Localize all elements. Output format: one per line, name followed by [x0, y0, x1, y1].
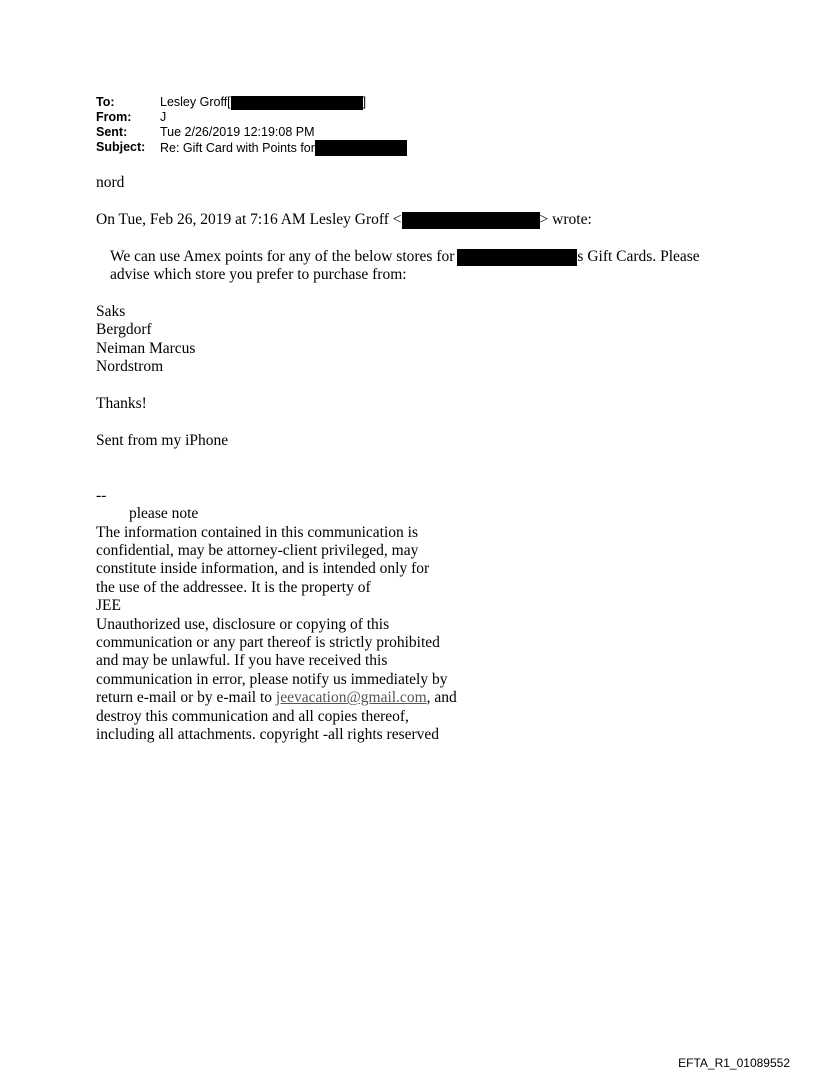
redaction-box [231, 96, 363, 110]
from-row [96, 110, 407, 125]
subject-value: Re: Gift Card with Points for [160, 140, 315, 155]
email-link[interactable]: jeevacation@gmail.com [275, 689, 427, 707]
to-value: Lesley Groff[ [160, 95, 231, 109]
reply-text: nord [96, 174, 125, 191]
from-value: J [160, 110, 167, 124]
disclaimer-line: destroy this communication and all copies thereof, [96, 707, 409, 725]
sent-row [96, 125, 407, 140]
from-label: From: [96, 110, 132, 124]
disclaimer-line: Unauthorized use, disclosure or copying of this [96, 615, 390, 633]
quote-intro-start: On Tue, Feb 26, 2019 at 7:16 AM Lesley Groff < [96, 210, 402, 228]
disclaimer-return-end: , and [426, 689, 457, 707]
quoted-line-1-end: s Gift Cards. Please [577, 247, 700, 265]
disclaimer-line: including all attachments. copyright -all rights reserved [96, 726, 440, 744]
quote-intro-end: > wrote: [539, 210, 592, 228]
redaction-box [402, 212, 540, 229]
store-item: Neiman Marcus [96, 339, 196, 357]
sent-label: Sent: [96, 125, 128, 139]
subject-row [96, 140, 407, 156]
email-header [96, 95, 407, 156]
disclaimer-line [96, 689, 776, 707]
disclaimer-line: JEE [96, 597, 121, 615]
disclaimer-line: the use of the addressee. It is the property of [96, 578, 371, 596]
disclaimer-line: communication or any part thereof is strictly prohibited [96, 634, 440, 652]
to-suffix: ] [362, 95, 367, 109]
quoted-line-2: advise which store you prefer to purchase from: [110, 266, 407, 283]
disclaimer-line: The information contained in this communication is [96, 523, 418, 541]
to-label: To: [96, 95, 115, 109]
store-item: Saks [96, 302, 126, 320]
sent-value: Tue 2/26/2019 12:19:08 PM [160, 125, 315, 139]
redaction-box [457, 249, 577, 266]
quote-intro [96, 211, 776, 229]
to-row [96, 95, 407, 110]
quoted-line-1-start: We can use Amex points for any of the below stores for [110, 247, 455, 265]
separator: -- [96, 486, 107, 504]
quoted-line-1 [96, 248, 776, 266]
redaction-box [315, 140, 407, 156]
disclaimer-return-start: return e-mail or by e-mail to [96, 689, 276, 707]
thanks-text: Thanks! [96, 394, 147, 412]
signature-text: Sent from my iPhone [96, 431, 229, 449]
store-item: Nordstrom [96, 358, 164, 376]
email-body [96, 174, 776, 744]
document-id: EFTA_R1_01089552 [678, 1056, 790, 1070]
subject-label: Subject: [96, 140, 146, 154]
store-item: Bergdorf [96, 321, 152, 339]
disclaimer-line: and may be unlawful. If you have received this [96, 652, 388, 670]
disclaimer-line: constitute inside information, and is intended only for [96, 560, 430, 578]
please-note: please note [129, 505, 199, 523]
disclaimer-line: communication in error, please notify us immediately by [96, 670, 448, 688]
disclaimer-line: confidential, may be attorney-client privileged, may [96, 542, 419, 560]
